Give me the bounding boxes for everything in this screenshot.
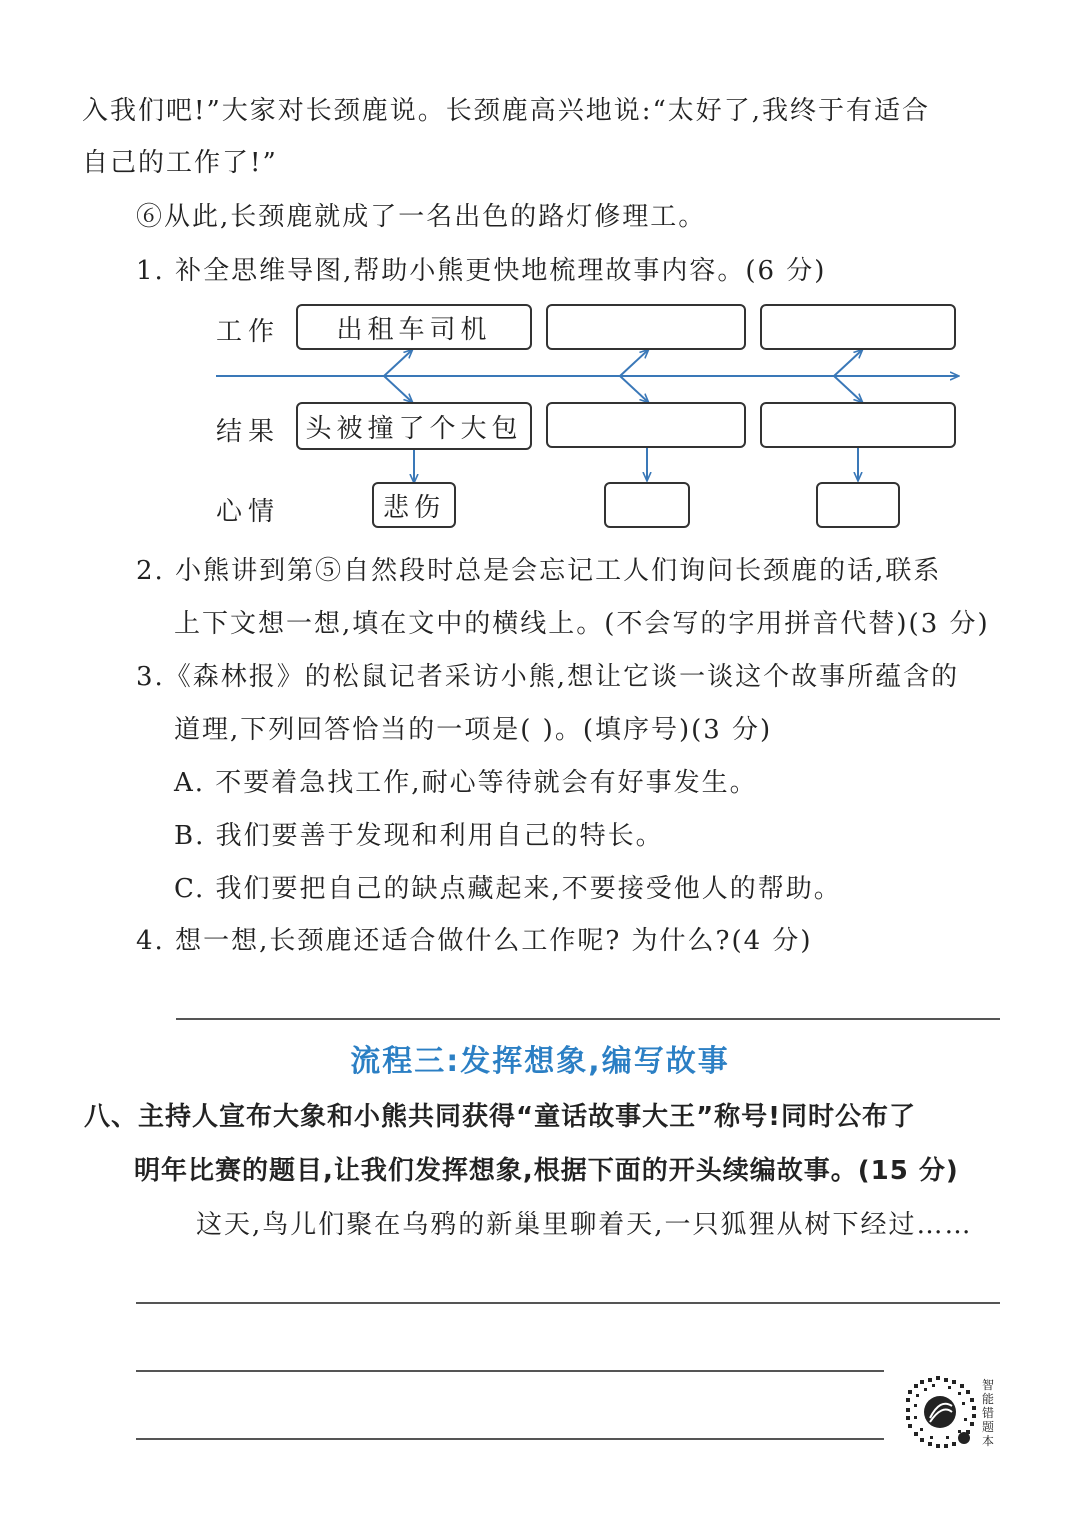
option-b: B. 我们要善于发现和利用自己的特长。 [174, 821, 664, 851]
option-a: A. 不要着急找工作,耐心等待就会有好事发生。 [174, 768, 758, 798]
answer-line-q4[interactable] [176, 1018, 1000, 1020]
qr-label: 智能错题本 [982, 1378, 995, 1448]
branch-1-down [384, 376, 412, 402]
row-label-result: 结果 [216, 417, 281, 447]
row-label-mood: 心情 [216, 497, 281, 527]
branch-2-up [620, 350, 648, 376]
question-1: 1. 补全思维导图,帮助小熊更快地梳理故事内容。(6 分) [136, 256, 827, 286]
question-2-line-2: 上下文想一想,填在文中的横线上。(不会写的字用拼音代替)(3 分) [174, 609, 990, 639]
section-heading: 流程三:发挥想象,编写故事 [350, 1044, 730, 1079]
task-8-line-2: 明年比赛的题目,让我们发挥想象,根据下面的开头续编故事。(15 分) [134, 1156, 959, 1186]
writing-line-1[interactable] [136, 1302, 1000, 1304]
row-label-job: 工作 [216, 317, 281, 347]
result-box-1: 头被撞了个大包 [296, 402, 532, 450]
mood-box-3[interactable] [816, 482, 900, 528]
job-box-2[interactable] [546, 304, 746, 350]
story-line-3: ⑥从此,长颈鹿就成了一名出色的路灯修理工。 [136, 202, 707, 232]
question-3-line-1: 3.《森林报》的松鼠记者采访小熊,想让它谈一谈这个故事所蕴含的 [136, 662, 960, 692]
branch-3-up [834, 350, 862, 376]
mood-box-2[interactable] [604, 482, 690, 528]
question-4: 4. 想一想,长颈鹿还适合做什么工作呢? 为什么?(4 分) [136, 926, 813, 956]
job-box-3[interactable] [760, 304, 956, 350]
writing-line-3[interactable] [136, 1438, 884, 1440]
story-prompt: 这天,鸟儿们聚在乌鸦的新巢里聊着天,一只狐狸从树下经过…… [196, 1210, 973, 1240]
task-8-line-1: 八、主持人宣布大象和小熊共同获得“童话故事大王”称号!同时公布了 [84, 1102, 917, 1132]
result-box-2[interactable] [546, 402, 746, 448]
mood-box-1: 悲伤 [372, 482, 456, 528]
writing-line-2[interactable] [136, 1370, 884, 1372]
result-box-3[interactable] [760, 402, 956, 448]
question-3-line-2: 道理,下列回答恰当的一项是( )。(填序号)(3 分) [174, 715, 773, 745]
question-2-line-1: 2. 小熊讲到第⑤自然段时总是会忘记工人们询问长颈鹿的话,联系 [136, 556, 942, 586]
branch-2-down [620, 376, 648, 402]
qr-code-icon[interactable] [900, 1372, 980, 1452]
branch-3-down [834, 376, 862, 402]
mindmap-arrows [0, 0, 1080, 560]
option-c: C. 我们要把自己的缺点藏起来,不要接受他人的帮助。 [174, 874, 842, 904]
branch-1-up [384, 350, 412, 376]
story-line-1: 入我们吧!”大家对长颈鹿说。长颈鹿高兴地说:“太好了,我终于有适合 [82, 96, 931, 126]
job-box-1: 出租车司机 [296, 304, 532, 350]
story-line-2: 自己的工作了!” [82, 148, 278, 178]
